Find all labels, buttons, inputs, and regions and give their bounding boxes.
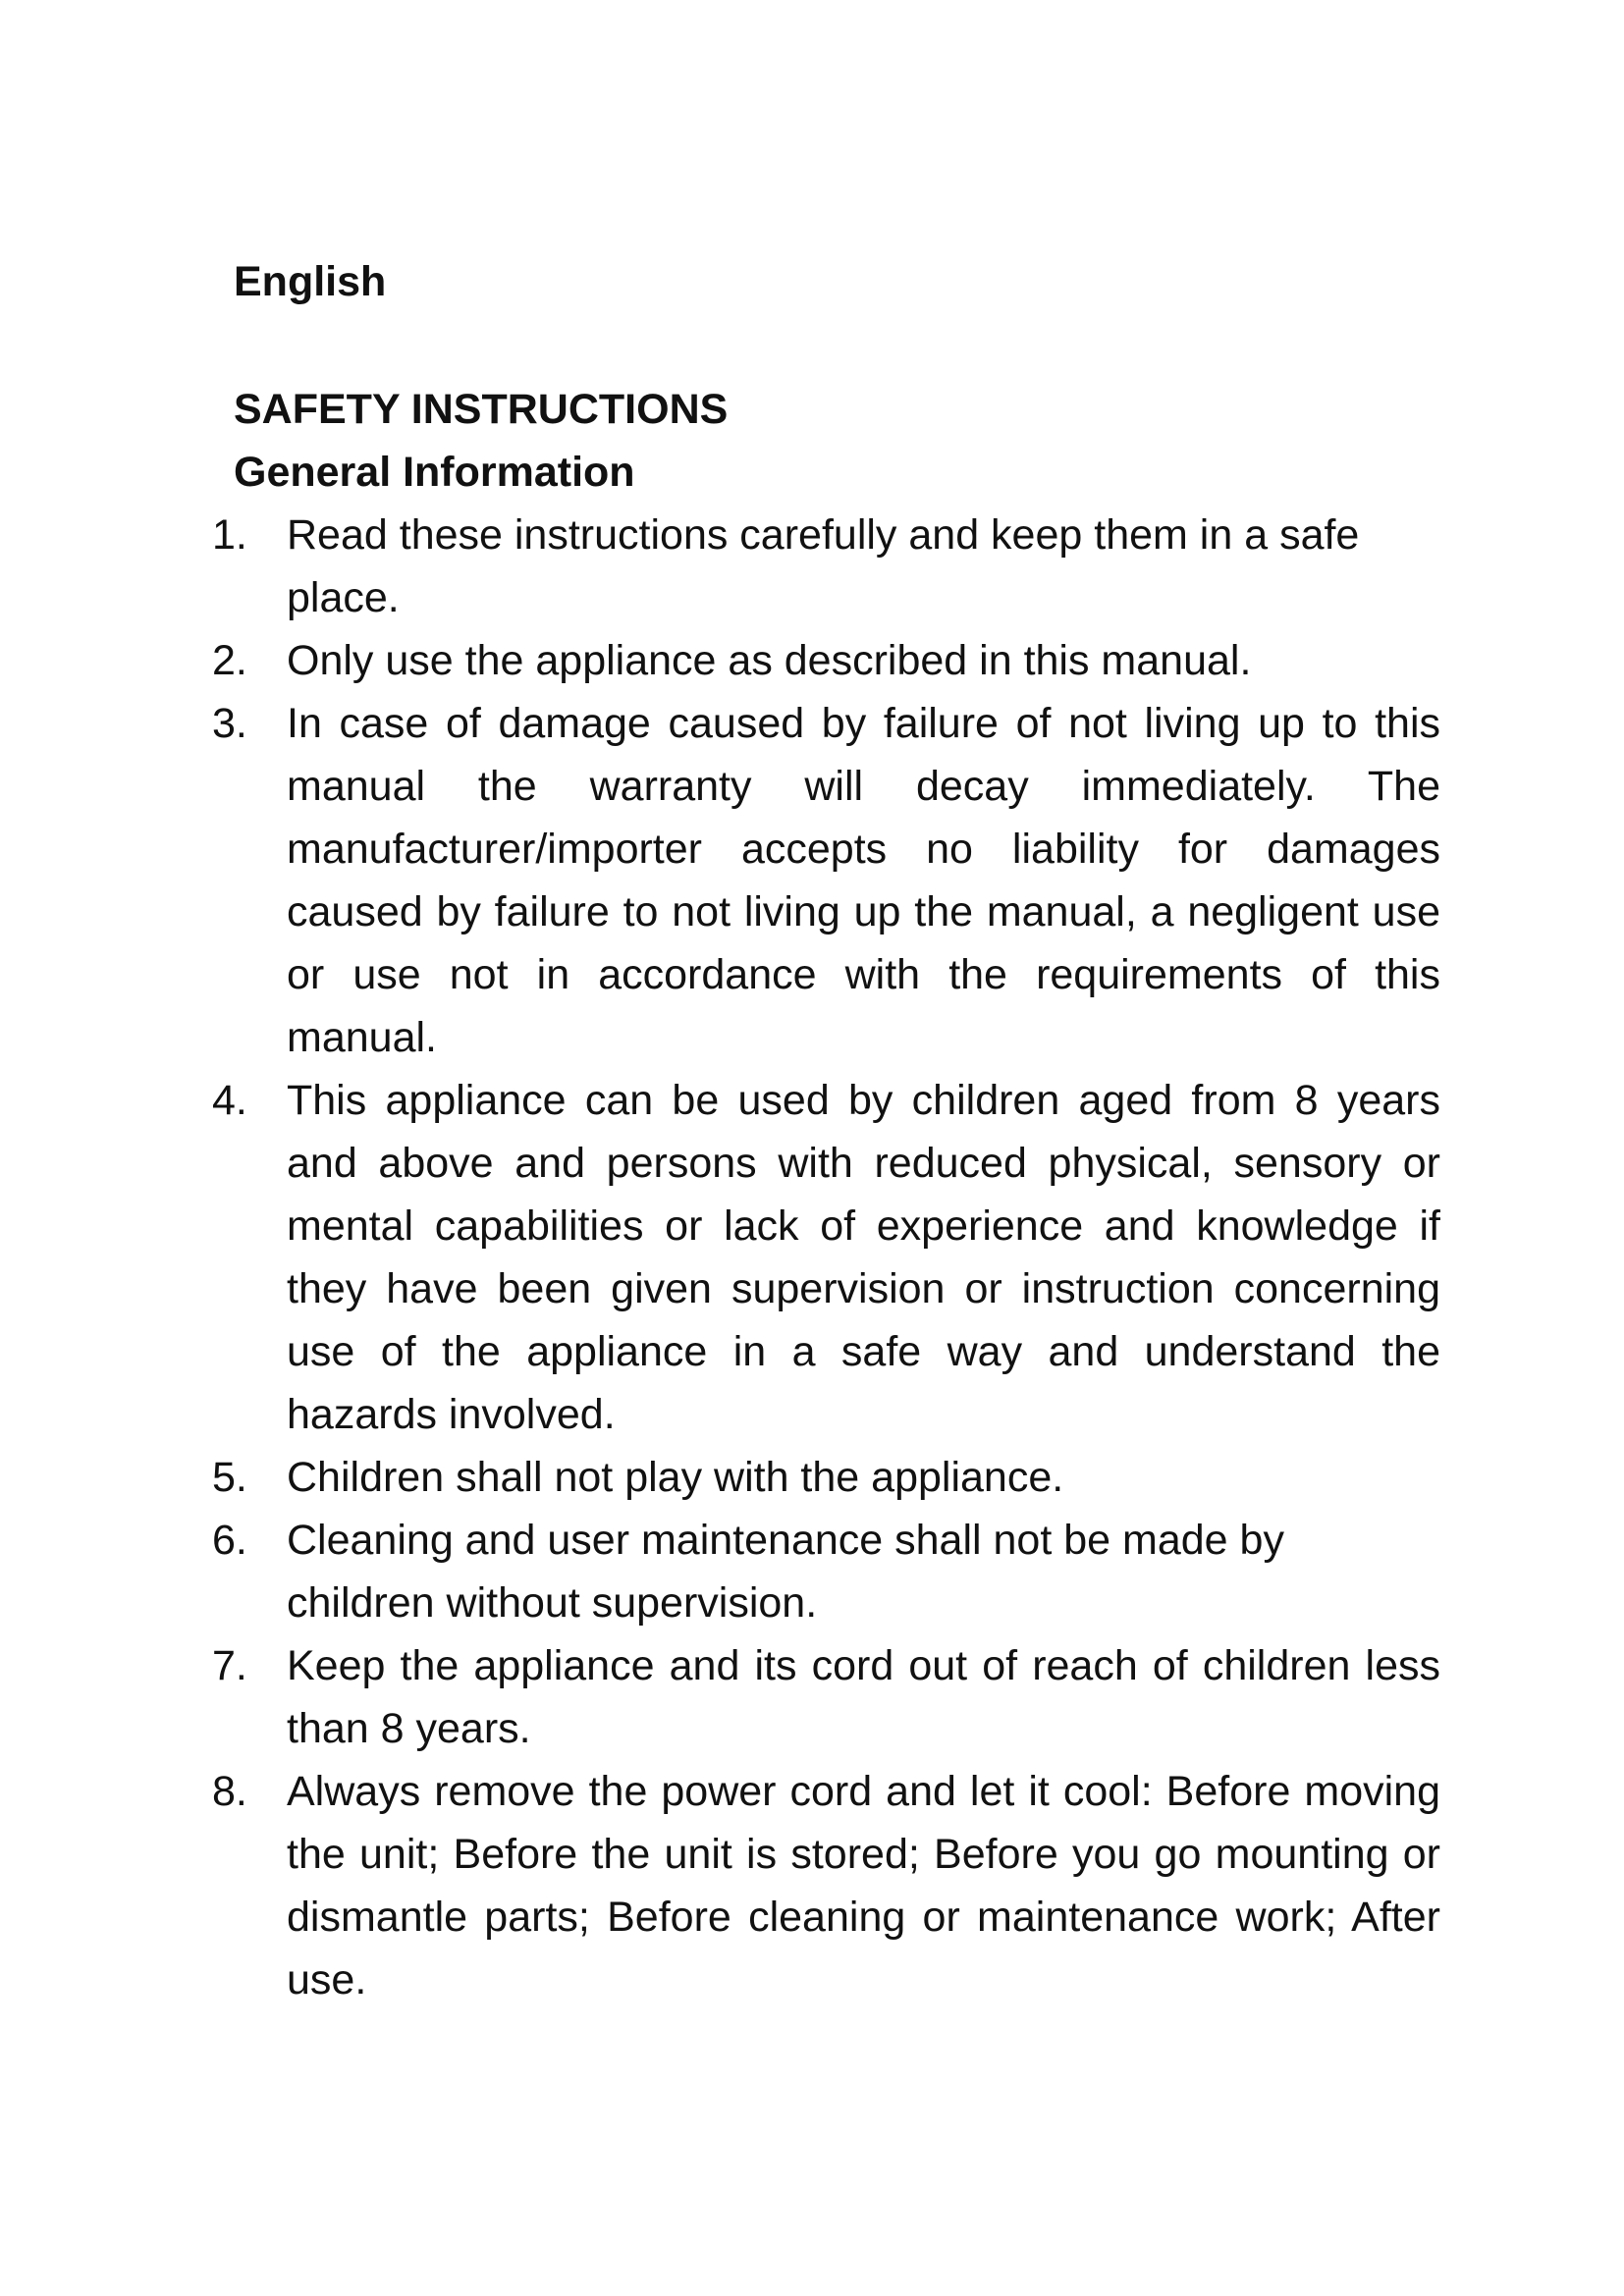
list-item-text: In case of damage caused by failure of not living up to this manual the warranty will decay immediately. The manufacturer/importer accepts no liability for damages caused by failure to not living up the manual, a negligent use or use not in accordance with the requirements of this manual.	[287, 700, 1440, 1061]
list-item	[212, 1069, 1440, 1446]
list-item-text: Read these instructions carefully and keep them in a safe place.	[287, 511, 1360, 621]
list-item-number: 3.	[212, 700, 247, 747]
list-item-number: 1.	[212, 511, 247, 559]
instruction-list	[212, 504, 1440, 2011]
list-item	[212, 1760, 1440, 2011]
list-item	[212, 1509, 1440, 1634]
list-item-text: Children shall not play with the appliance.	[287, 1454, 1064, 1501]
list-item-number: 5.	[212, 1454, 247, 1501]
list-item	[212, 629, 1440, 692]
list-item	[212, 1634, 1440, 1760]
list-item-number: 2.	[212, 637, 247, 684]
list-item-text: Always remove the power cord and let it cool: Before moving the unit; Before the unit is stored; Before you go mounting or dismantle parts; Before cleaning or maintenance work; After use.	[287, 1768, 1440, 2003]
list-item-text: Cleaning and user maintenance shall not be made by children without supervision.	[287, 1517, 1284, 1627]
list-item-text: Only use the appliance as described in this manual.	[287, 637, 1252, 684]
list-item-number: 8.	[212, 1768, 247, 1815]
list-item	[212, 692, 1440, 1069]
list-item-text: Keep the appliance and its cord out of reach of children less than 8 years.	[287, 1642, 1440, 1752]
list-item-text: This appliance can be used by children aged from 8 years and above and persons with reduced physical, sensory or mental capabilities or lack of experience and knowledge if they have been given supervision or instruction concerning use of the appliance in a safe way and understand the hazards involved.	[287, 1077, 1440, 1438]
document-page	[212, 250, 1441, 2011]
list-item-number: 6.	[212, 1517, 247, 1564]
section-title: SAFETY INSTRUCTIONS	[234, 386, 729, 433]
language-heading: English	[234, 258, 387, 305]
list-item-number: 4.	[212, 1077, 247, 1124]
list-item	[212, 1446, 1440, 1509]
list-item	[212, 504, 1440, 629]
subsection-title: General Information	[234, 449, 635, 496]
list-item-number: 7.	[212, 1642, 247, 1689]
